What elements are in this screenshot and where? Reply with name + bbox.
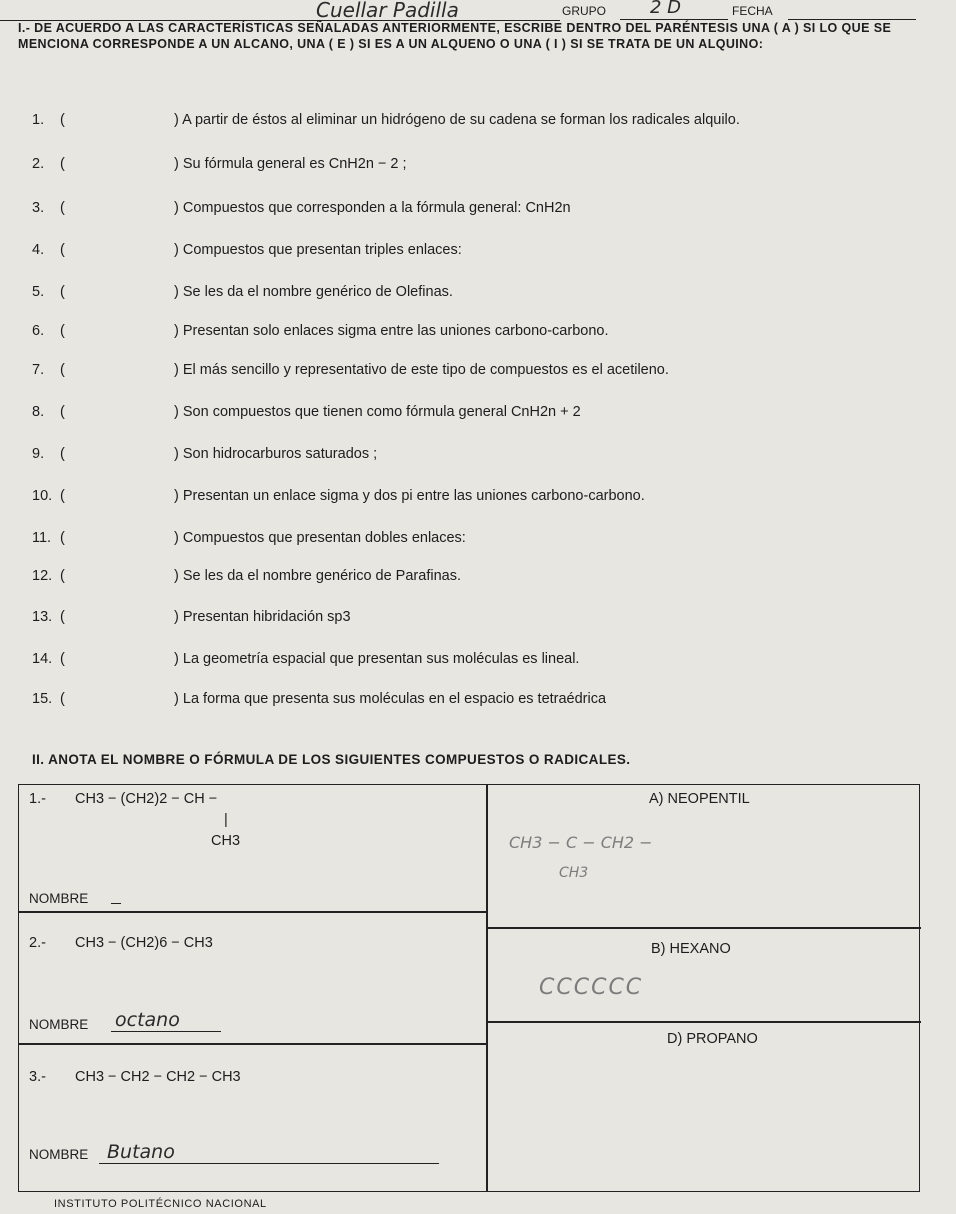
item-number: 7. <box>32 362 45 378</box>
branch-bond: | <box>224 812 228 828</box>
list-item <box>32 530 466 546</box>
item-number: 9. <box>32 446 45 462</box>
item-text: ) Compuestos que presentan dobles enlaces: <box>174 530 466 546</box>
compound-number: 1.- <box>29 791 46 807</box>
item-number: 15. <box>32 691 53 707</box>
list-item <box>32 362 669 378</box>
table-rule <box>19 1043 487 1045</box>
fecha-label: FECHA <box>732 4 773 18</box>
handwritten-answer: CCCCCC <box>539 975 644 1000</box>
answer-blank[interactable]: ( <box>60 404 65 420</box>
item-text: ) Se les da el nombre genérico de Parafinas. <box>174 568 461 584</box>
list-item <box>32 651 579 667</box>
table-divider <box>486 785 488 1191</box>
section2-title: II. ANOTA EL NOMBRE O FÓRMULA DE LOS SIGUIENTES COMPUESTOS O RADICALES. <box>32 752 631 767</box>
answer-blank[interactable]: ( <box>60 200 65 216</box>
nombre-value: octano <box>115 1009 180 1031</box>
handwritten-answer: CH3 − C − CH2 − <box>509 833 653 852</box>
item-text: ) Se les da el nombre genérico de Olefinas. <box>174 284 453 300</box>
compound-number: 2.- <box>29 935 46 951</box>
answer-blank[interactable]: ( <box>60 609 65 625</box>
list-item <box>32 446 377 462</box>
option-label: D) PROPANO <box>667 1031 758 1047</box>
nombre-label: NOMBRE <box>29 1017 89 1032</box>
nombre-label: NOMBRE <box>29 1147 89 1162</box>
answer-blank[interactable]: ( <box>60 488 65 504</box>
answer-blank[interactable]: ( <box>60 362 65 378</box>
list-item <box>32 242 462 258</box>
item-number: 2. <box>32 156 45 172</box>
fecha-field[interactable] <box>788 3 916 20</box>
grupo-label: GRUPO <box>562 4 607 18</box>
list-item <box>32 609 351 625</box>
item-number: 14. <box>32 651 53 667</box>
item-text: ) A partir de éstos al eliminar un hidrógeno de su cadena se forman los radicales alquilo. <box>174 112 740 128</box>
table-rule <box>487 1021 921 1023</box>
item-text: ) La forma que presenta sus moléculas en el espacio es tetraédrica <box>174 691 607 707</box>
item-text: ) El más sencillo y representativo de este tipo de compuestos es el acetileno. <box>174 362 669 378</box>
item-text: ) Son compuestos que tienen como fórmula general CnH2n + 2 <box>174 404 581 420</box>
answer-blank[interactable]: ( <box>60 691 65 707</box>
answer-blank[interactable]: ( <box>60 284 65 300</box>
item-text: ) Compuestos que corresponden a la fórmula general: CnH2n <box>174 200 571 216</box>
list-item <box>32 112 740 128</box>
grupo-value: 2 D <box>650 0 682 18</box>
item-number: 13. <box>32 609 53 625</box>
footer-institute: INSTITUTO POLITÉCNICO NACIONAL <box>54 1198 267 1210</box>
handwritten-answer: CH3 <box>559 865 589 881</box>
list-item <box>32 284 453 300</box>
name-field[interactable] <box>0 0 560 21</box>
item-text: ) Son hidrocarburos saturados ; <box>174 446 378 462</box>
item-number: 1. <box>32 112 45 128</box>
answer-blank[interactable]: ( <box>60 242 65 258</box>
answer-blank[interactable]: ( <box>60 446 65 462</box>
list-item <box>32 156 407 172</box>
item-text: ) Su fórmula general es CnH2n − 2 ; <box>174 156 407 172</box>
section1-instructions: I.- DE ACUERDO A LAS CARACTERÍSTICAS SEÑALADAS ANTERIORMENTE, ESCRIBE DENTRO DEL PARÉNTESIS UNA ( A ) SI LO QUE SE MENCIONA CORRESPONDE A UN ALCANO, UNA ( E ) SI ES A UN ALQUENO O UNA ( I ) SI SE TRATA DE UN ALQUINO: <box>18 21 892 51</box>
table-rule <box>487 927 921 929</box>
item-number: 3. <box>32 200 45 216</box>
nombre-field[interactable] <box>111 889 121 904</box>
list-item <box>32 691 606 707</box>
table-rule <box>19 911 487 913</box>
list-item <box>32 488 645 504</box>
compound-formula: CH3 − CH2 − CH2 − CH3 <box>75 1069 241 1085</box>
compound-number: 3.- <box>29 1069 46 1085</box>
item-number: 12. <box>32 568 53 584</box>
compounds-table <box>18 784 920 1192</box>
item-number: 4. <box>32 242 45 258</box>
item-number: 5. <box>32 284 45 300</box>
answer-blank[interactable]: ( <box>60 530 65 546</box>
option-label: B) HEXANO <box>651 941 731 957</box>
answer-blank[interactable]: ( <box>60 568 65 584</box>
item-text: ) Presentan solo enlaces sigma entre las uniones carbono-carbono. <box>174 323 609 339</box>
nombre-field[interactable] <box>111 1011 221 1032</box>
answer-blank[interactable]: ( <box>60 323 65 339</box>
list-item <box>32 200 571 216</box>
nombre-field[interactable] <box>99 1143 439 1164</box>
name-value: Cuellar Padilla <box>316 0 459 22</box>
item-number: 6. <box>32 323 45 339</box>
item-text: ) Presentan un enlace sigma y dos pi entre las uniones carbono-carbono. <box>174 488 645 504</box>
nombre-label: NOMBRE <box>29 891 89 906</box>
answer-blank[interactable]: ( <box>60 112 65 128</box>
branch-formula: CH3 <box>211 833 241 849</box>
list-item <box>32 404 581 420</box>
list-item <box>32 323 608 339</box>
item-text: ) La geometría espacial que presentan sus moléculas es lineal. <box>174 651 580 667</box>
item-number: 10. <box>32 488 53 504</box>
item-text: ) Presentan hibridación sp3 <box>174 609 351 625</box>
list-item <box>32 568 461 584</box>
nombre-value: Butano <box>107 1141 175 1163</box>
compound-formula: CH3 − (CH2)6 − CH3 <box>75 935 213 951</box>
answer-blank[interactable]: ( <box>60 651 65 667</box>
item-number: 11. <box>32 530 52 546</box>
compound-formula: CH3 − (CH2)2 − CH − <box>75 791 218 807</box>
item-number: 8. <box>32 404 45 420</box>
answer-blank[interactable]: ( <box>60 156 65 172</box>
grupo-field[interactable] <box>620 0 728 20</box>
option-label: A) NEOPENTIL <box>649 791 750 807</box>
item-text: ) Compuestos que presentan triples enlaces: <box>174 242 462 258</box>
